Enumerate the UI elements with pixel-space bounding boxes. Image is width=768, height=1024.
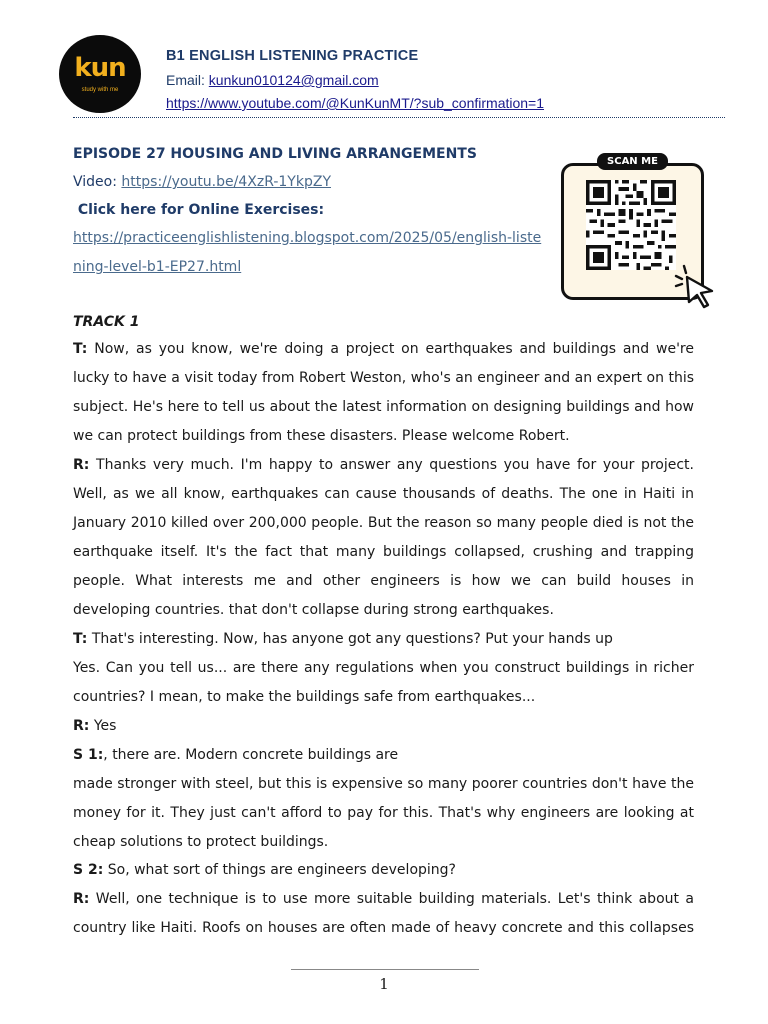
exercises-label: Click here for Online Exercises: (77, 202, 325, 218)
paragraph-text: Yes (89, 718, 117, 734)
transcript-paragraph (73, 885, 694, 943)
video-link[interactable]: https://youtu.be/4XzR-1YkpZY (121, 174, 331, 190)
video-row (73, 168, 331, 197)
transcript-paragraph (73, 654, 694, 712)
paragraph-text: That's interesting. Now, has anyone got any questions? Put your hands up (87, 631, 613, 647)
transcript-paragraph (73, 712, 694, 741)
paragraph-text: So, what sort of things are engineers developing? (103, 862, 456, 878)
speaker-label: T: (73, 341, 88, 357)
email-link[interactable]: kunkun010124@gmail.com (208, 72, 379, 88)
header-email-row (166, 72, 379, 88)
transcript-paragraph (73, 741, 694, 770)
exercises-link[interactable]: https://practiceenglishlistening.blogspot.com/2025/05/english-listening-level-b1-EP27.html (73, 230, 542, 275)
paragraph-text: Yes. Can you tell us... are there any regulations when you construct buildings in richer countries? I mean, to make the buildings safe from earthquakes... (73, 660, 694, 706)
paragraph-text: Thanks very much. I'm happy to answer any questions you have for your project. Well, as we all know, earthquakes can cause thousands of deaths. The one in Haiti in January 2010 killed over 200,000 people. But the reason so many people died is not the earthquake itself. It's the fact that many buildings collapsed, crushing and trapping people. What interests me and other engineers is how we can build houses in developing countries. that don't collapse during strong earthquakes. (73, 457, 694, 619)
header-title: B1 ENGLISH LISTENING PRACTICE (166, 48, 419, 64)
channel-link[interactable]: https://www.youtube.com/@KunKunMT/?sub_confirmation=1 (166, 95, 545, 111)
paragraph-text: Well, one technique is to use more suitable building materials. Let's think about a country like Haiti. Roofs on houses are often made of heavy concrete and this collapses (73, 891, 694, 937)
email-label: Email: (166, 72, 209, 88)
pointer-cursor-icon (670, 262, 718, 310)
speaker-label: S 2: (73, 862, 104, 878)
speaker-label: R: (73, 718, 90, 734)
logo-tagline: study with me (81, 87, 119, 93)
transcript-paragraph (73, 625, 694, 654)
paragraph-text: Now, as you know, we're doing a project on earthquakes and buildings and we're lucky to have a visit today from Robert Weston, who's an engineer and an expert on this subject. He's here to tell us about the latest information on designing buildings and how we can protect buildings from these disasters. Please welcome Robert. (73, 341, 694, 445)
logo-text: kun (74, 53, 126, 83)
video-label: Video: (73, 174, 122, 190)
paragraph-text: , there are. Modern concrete buildings are (103, 747, 399, 763)
track-heading: TRACK 1 (73, 314, 140, 330)
kun-logo (59, 35, 141, 113)
footer-divider (291, 969, 479, 970)
episode-title: EPISODE 27 HOUSING AND LIVING ARRANGEMENTS (73, 146, 477, 162)
speaker-label: R: (73, 457, 90, 473)
speaker-label: T: (73, 631, 88, 647)
speaker-label: S 1: (73, 747, 104, 763)
transcript-paragraph (73, 451, 694, 626)
transcript-paragraph (73, 770, 694, 857)
speaker-label: R: (73, 891, 90, 907)
qr-code-icon[interactable] (585, 180, 677, 270)
header-divider (73, 117, 725, 118)
transcript-paragraph (73, 856, 694, 885)
page-number: 1 (379, 975, 389, 993)
scan-me-badge: SCAN ME (597, 153, 668, 170)
paragraph-text: made stronger with steel, but this is expensive so many poorer countries don't have the money for it. They just can't afford to pay for this. That's why engineers are looking at cheap solutions to protect buildings. (73, 776, 694, 851)
transcript-paragraph (73, 335, 694, 451)
